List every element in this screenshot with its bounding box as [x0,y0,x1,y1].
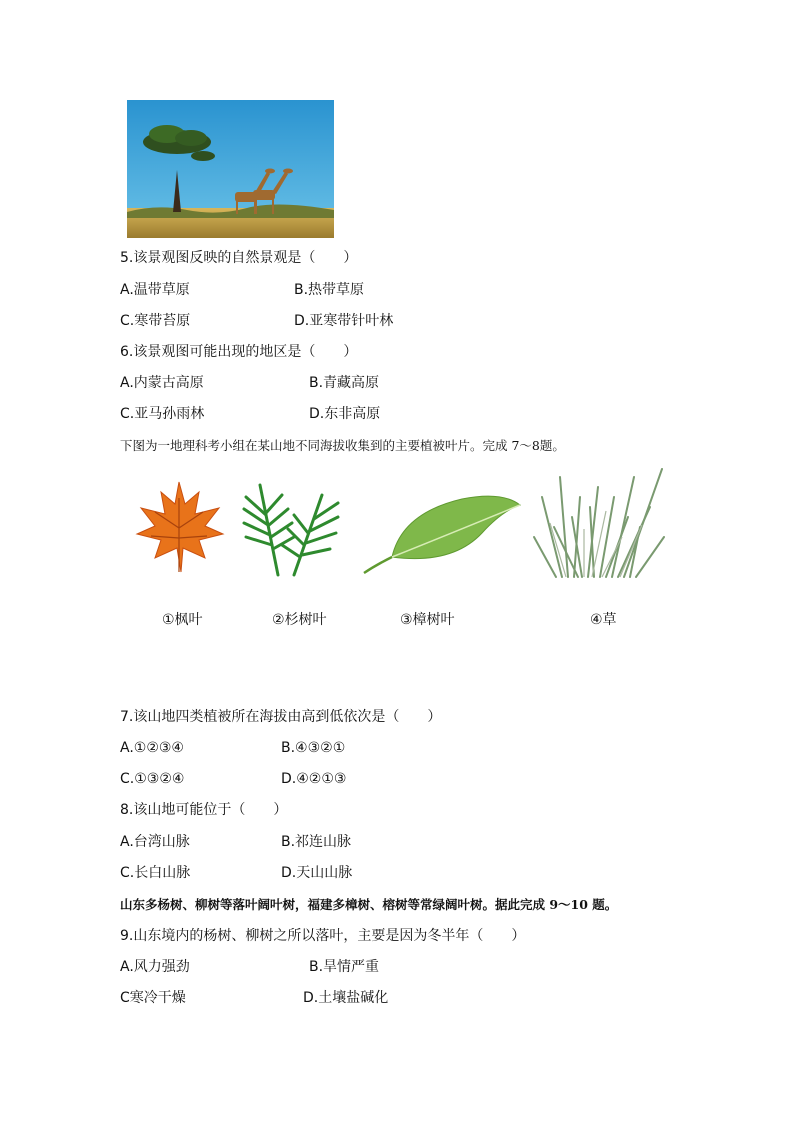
q7-option-b: B.④③②① [281,740,346,756]
question-8-stem: 8.该山地可能位于（ ） [120,802,288,818]
q8-option-b: B.祁连山脉 [281,834,352,850]
q6-option-b: B.青藏高原 [309,375,380,391]
q8-option-c: C.长白山脉 [120,865,191,881]
q8-option-d: D.天山山脉 [281,865,353,881]
q5-option-c: C.寒带苔原 [120,313,191,329]
savanna-photo [127,100,334,238]
grass-image [532,467,667,579]
q9-option-a: A.风力强劲 [120,959,190,975]
leaf-label-4: ④草 [590,612,617,628]
leaf-label-3: ③樟树叶 [400,612,455,628]
q6-option-d: D.东非高原 [309,406,381,422]
question-5-stem: 5.该景观图反映的自然景观是（ ） [120,250,358,266]
q7-option-a: A.①②③④ [120,740,184,756]
question-6-stem: 6.该景观图可能出现的地区是（ ） [120,344,358,360]
q6-option-a: A.内蒙古高原 [120,375,204,391]
q5-option-d: D.亚寒带针叶林 [294,313,394,329]
maple-leaf-image [133,478,225,576]
leaf-label-2: ②杉树叶 [272,612,327,628]
question-9-stem: 9.山东境内的杨树、柳树之所以落叶，主要是因为冬半年（ ） [120,928,526,944]
q9-option-b: B.旱情严重 [309,959,380,975]
q8-option-a: A.台湾山脉 [120,834,190,850]
q7-option-c: C.①③②④ [120,771,185,787]
intro-9-10: 山东多杨树、柳树等落叶阔叶树，福建多樟树、榕树等常绿阔叶树。据此完成 9～10 题。 [120,897,618,912]
fir-leaf-image [238,479,344,577]
q5-option-b: B.热带草原 [294,282,365,298]
q5-option-a: A.温带草原 [120,282,190,298]
camphor-leaf-image [362,493,522,575]
question-7-stem: 7.该山地四类植被所在海拔由高到低依次是（ ） [120,709,442,725]
leaf-label-1: ①枫叶 [162,612,203,628]
q9-option-c: C寒冷干燥 [120,990,186,1006]
q6-option-c: C.亚马孙雨林 [120,406,205,422]
q9-option-d: D.土壤盐碱化 [303,990,389,1006]
intro-7-8: 下图为一地理科考小组在某山地不同海拔收集到的主要植被叶片。完成 7～8题。 [120,438,565,453]
q7-option-d: D.④②①③ [281,771,347,787]
